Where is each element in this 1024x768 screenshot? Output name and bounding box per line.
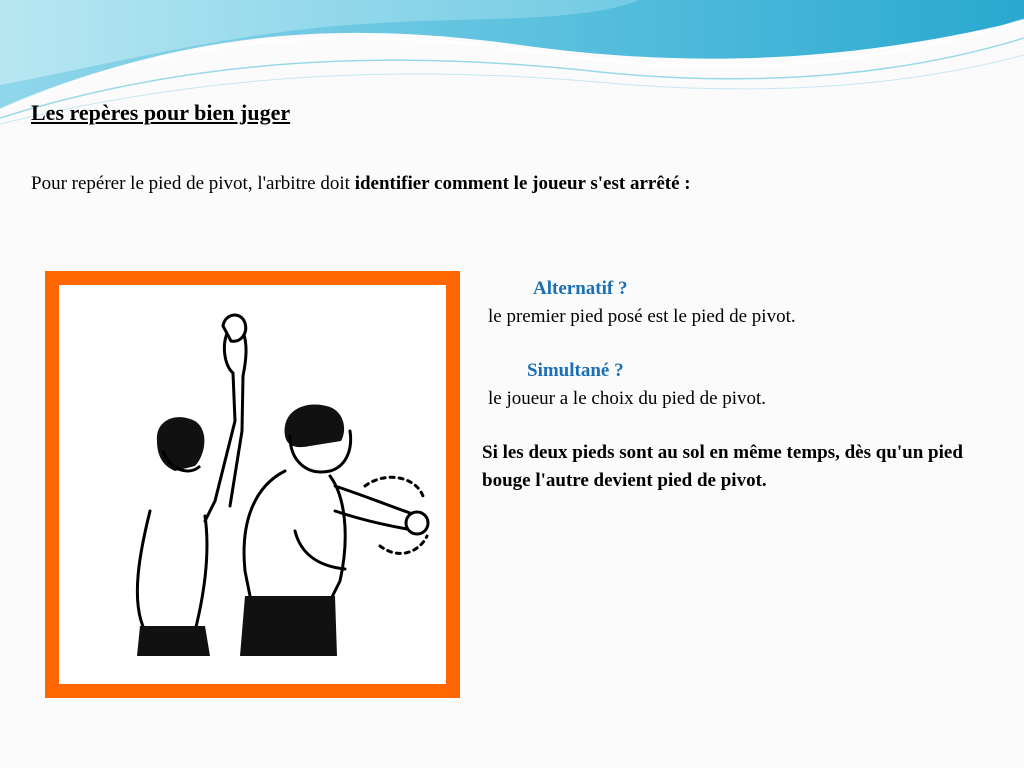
referee-drawing [45, 271, 460, 698]
intro-bold-text: identifier comment le joueur s'est arrêté : [354, 173, 691, 194]
alternatif-text: le premier pied posé est le pied de pivot. [488, 306, 796, 327]
intro-plain-text: Pour repérer le pied de pivot, l'arbitre doit [31, 173, 355, 194]
simultane-heading: Simultané ? [527, 360, 624, 381]
referee-illustration [45, 271, 460, 698]
alternatif-heading: Alternatif ? [533, 278, 628, 299]
intro-line [31, 173, 691, 195]
simultane-text: le joueur a le choix du pied de pivot. [488, 388, 767, 409]
slide-title: Les repères pour bien juger [31, 100, 291, 125]
pivot-rule-text: Si les deux pieds sont au sol en même temps, dès qu'un pied bouge l'autre devient pied de pivot. [482, 442, 963, 491]
